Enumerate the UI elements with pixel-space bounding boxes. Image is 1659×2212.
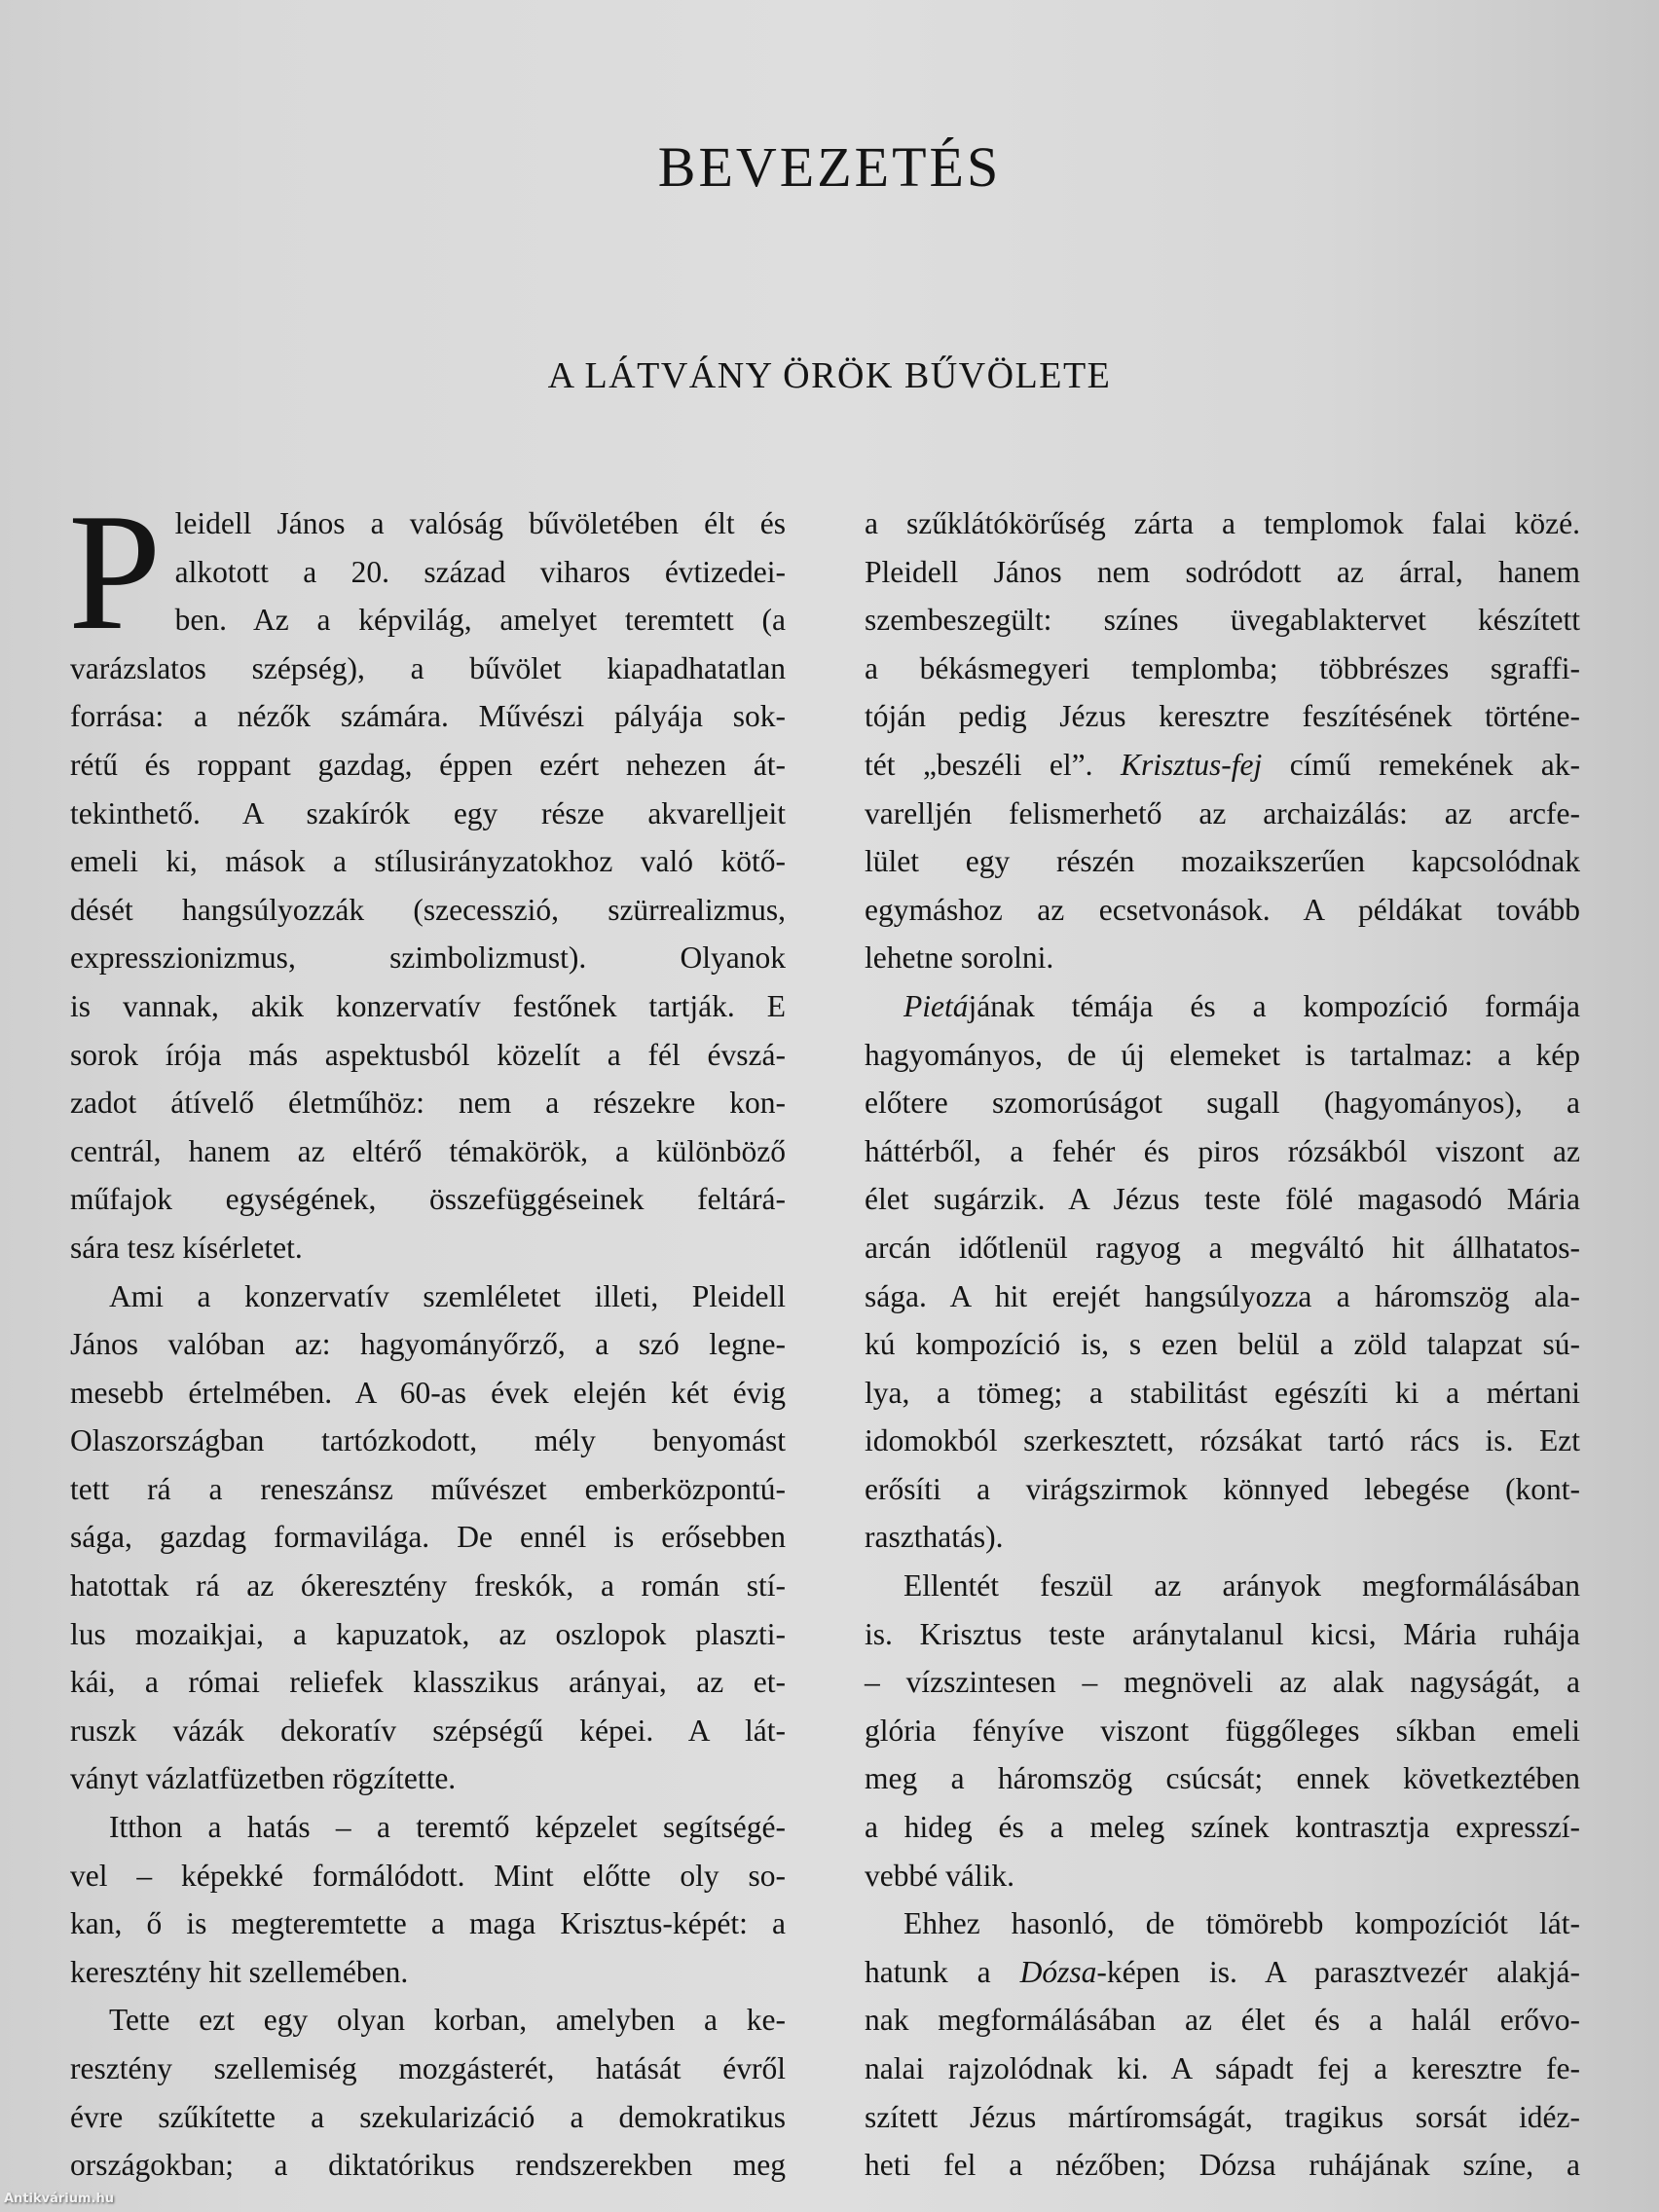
text-line: erősíti a virágszirmok könnyed lebegése (kont- (865, 1471, 1580, 1506)
text-line: országokban; a diktatórikus rendszerekben meg (70, 2148, 786, 2183)
text-line: alkotott a 20. század viharos évtizedei- (174, 554, 786, 589)
text-fragment: -képen is. A parasztvezér alakjá- (1096, 1954, 1580, 1989)
italic-title: Krisztus-fej (1120, 747, 1263, 782)
text-line: expresszionizmus, szimbolizmust). Olyanok (70, 940, 786, 976)
text-line: sára tesz kísérletet. (70, 1230, 303, 1265)
text-line: Itthon a hatás – a teremtő képzelet segítségé- (109, 1810, 786, 1845)
text-line: vebbé válik. (865, 1858, 1014, 1893)
text-line: Tette ezt egy olyan korban, amelyben a ke- (109, 2003, 786, 2038)
text-line: évre szűkítette a szekularizáció a demokratikus (70, 2099, 786, 2134)
italic-title: Pietá (903, 988, 969, 1023)
text-line: nak megformálásában az élet és a halál erővo- (865, 2003, 1580, 2038)
text-line: lya, a tömeg; a stabilitást egészíti ki a mértani (865, 1375, 1580, 1410)
text-line: meg a háromszög csúcsát; ennek következtében (865, 1761, 1580, 1796)
text-line: is. Krisztus teste aránytalanul kicsi, Mária ruhája (865, 1616, 1580, 1651)
left-text-column (68, 480, 786, 2190)
text-line: raszthatás). (865, 1520, 1004, 1555)
page-title: BEVEZETÉS (657, 135, 1002, 199)
text-line: idomokból szerkesztett, rózsákat tartó rács is. Ezt (865, 1423, 1580, 1458)
text-line: emeli ki, mások a stílusirányzatokhoz való kötő- (70, 844, 786, 879)
text-line: műfajok egységének, összefüggéseinek feltárá- (70, 1182, 786, 1217)
text-line: zadot átívelő életműhöz: nem a részekre kon- (70, 1086, 786, 1121)
right-text-column (865, 499, 1580, 2190)
text-line: Ehhez hasonló, de tömörebb kompozíciót lát- (903, 1906, 1580, 1941)
text-line: sága. A hit erejét hangsúlyozza a háromszög ala- (865, 1278, 1580, 1313)
text-line: resztény szellemiség mozgásterét, hatását évről (70, 2051, 786, 2085)
drop-cap: P (68, 480, 162, 665)
text-line: a hideg és a meleg színek kontrasztja expresszí- (865, 1810, 1580, 1845)
text-line: a békásmegyeri templomba; többrészes sgraffi- (865, 650, 1580, 685)
text-line: keresztény hit szellemében. (70, 1954, 409, 1989)
text-line (865, 741, 1580, 790)
text-line: hagyományos, de új elemeket is tartalmaz: a kép (865, 1037, 1580, 1072)
text-line: Olaszországban tartózkodott, mély benyomást (70, 1423, 786, 1458)
text-line: leidell János a valóság bűvöletében élt és (174, 506, 786, 540)
text-line: lus mozaikjai, a kapuzatok, az oszlopok plaszti- (70, 1616, 786, 1651)
section-subtitle: A LÁTVÁNY ÖRÖK BŰVÖLETE (547, 355, 1112, 396)
text-line: ruszk vázák dekoratív szépségű képei. A lát- (70, 1713, 786, 1748)
text-line: varelljén felismerhető az archaizálás: az arcfe- (865, 795, 1580, 830)
text-line: tekinthető. A szakírók egy része akvarelljeit (70, 795, 786, 830)
text-line: centrál, hanem az eltérő témakörök, a különböző (70, 1133, 786, 1168)
text-line: tóján pedig Jézus keresztre feszítésének történe- (865, 699, 1580, 734)
text-line: János valóban az: hagyományőrző, a szó legne- (70, 1327, 786, 1362)
text-line: ben. Az a képvilág, amelyet teremtett (a (174, 603, 786, 638)
text-line: szembeszegült: színes üvegablaktervet készített (865, 603, 1580, 638)
text-line: Pleidell János nem sodródott az árral, hanem (865, 554, 1580, 589)
text-line: is vannak, akik konzervatív festőnek tartják. E (70, 988, 786, 1023)
text-line: mesebb értelmében. A 60-as évek elején két évig (70, 1375, 786, 1410)
text-line: lehetne sorolni. (865, 940, 1054, 976)
text-line: kái, a római reliefek klasszikus arányai, az et- (70, 1665, 786, 1700)
text-line: kú kompozíció is, s ezen belül a zöld talapzat sú- (865, 1327, 1580, 1362)
text-line: kan, ő is megteremtette a maga Krisztus-képét: a (70, 1906, 786, 1941)
text-line: varázslatos szépség), a bűvölet kiapadhatatlan (70, 650, 786, 685)
text-line: előtere szomorúságot sugall (hagyományos), a (865, 1086, 1580, 1121)
text-line: dését hangsúlyozzák (szecesszió, szürrealizmus, (70, 892, 786, 927)
text-line: ványt vázlatfüzetben rögzítette. (70, 1761, 457, 1796)
text-line: vel – képekké formálódott. Mint előtte oly so- (70, 1858, 786, 1893)
text-fragment: jának témája és a kompozíció formája (968, 988, 1580, 1023)
text-fragment: hatunk a (865, 1954, 1020, 1989)
text-line: lület egy részén mozaikszerűen kapcsolódnak (865, 844, 1580, 879)
text-fragment: tét „beszéli el”. (865, 747, 1121, 782)
text-line: a szűklátókörűség zárta a templomok falai közé. (865, 506, 1580, 540)
text-line: hatottak rá az ókeresztény freskók, a román stí- (70, 1568, 786, 1604)
text-line: heti fel a nézőben; Dózsa ruhájának színe, a (865, 2148, 1580, 2183)
text-line: szített Jézus mártíromságát, tragikus sorsát idéz- (865, 2099, 1580, 2134)
text-line: forrása: a nézők számára. Művészi pályája sok- (70, 699, 786, 734)
text-line: – vízszintesen – megnöveli az alak nagyságát, a (865, 1665, 1580, 1700)
text-line: egymáshoz az ecsetvonások. A példákat tovább (865, 892, 1580, 927)
watermark: Antikvárium.hu (4, 2192, 114, 2206)
text-line: Ami a konzervatív szemléletet illeti, Pleidell (109, 1278, 786, 1313)
text-line: glória fényíve viszont függőleges síkban emeli (865, 1713, 1580, 1748)
text-line: sorok írója más aspektusból közelít a fél évszá- (70, 1037, 786, 1072)
text-line: rétű és roppant gazdag, éppen ezért nehezen át- (70, 747, 786, 782)
text-line: tett rá a reneszánsz művészet emberközpontú- (70, 1471, 786, 1506)
italic-title: Dózsa (1019, 1954, 1097, 1989)
text-fragment: című remekének ak- (1262, 747, 1581, 782)
text-line: élet sugárzik. A Jézus teste fölé magasodó Mária (865, 1182, 1580, 1217)
text-line (865, 1948, 1580, 1997)
text-line: arcán időtlenül ragyog a megváltó hit állhatatos- (865, 1230, 1580, 1265)
text-line: Ellentét feszül az arányok megformálásában (903, 1568, 1580, 1604)
text-line (865, 982, 1580, 1031)
text-line: háttérből, a fehér és piros rózsákból viszont az (865, 1133, 1580, 1168)
text-line: sága, gazdag formavilága. De ennél is erősebben (70, 1520, 786, 1555)
text-line: nalai rajzolódnak ki. A sápadt fej a keresztre fe- (865, 2051, 1580, 2085)
